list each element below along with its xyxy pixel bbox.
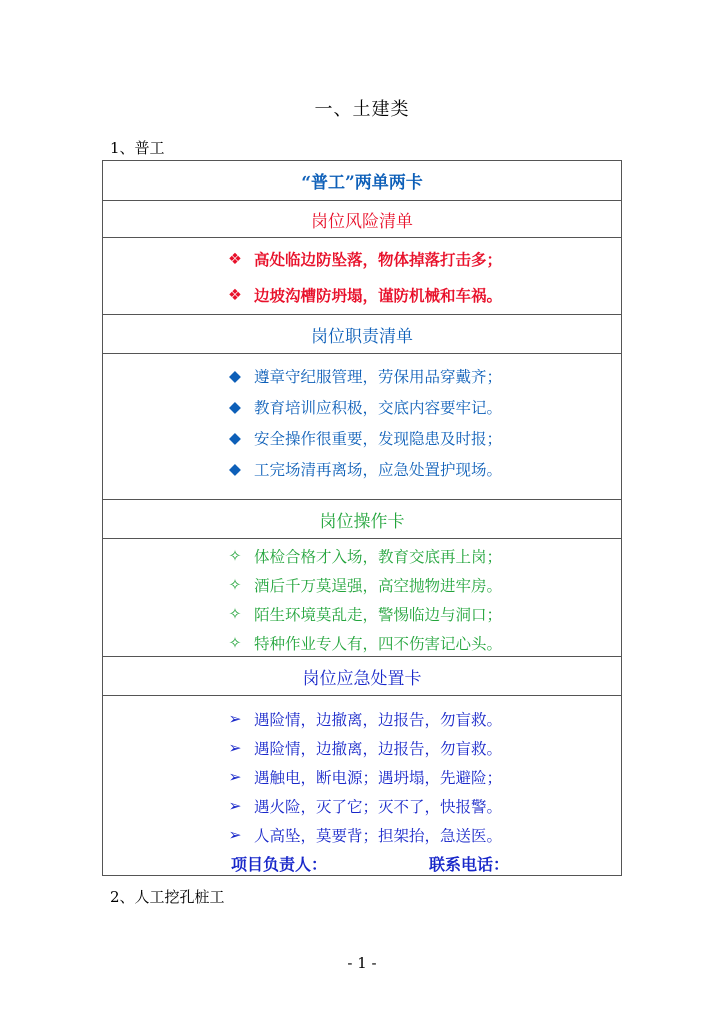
- duty-item-text: 工完场清再离场，应急处置护现场。: [253, 460, 502, 479]
- list-item: [103, 628, 621, 657]
- arrowhead-icon: ➢: [228, 796, 242, 815]
- list-item: [103, 762, 621, 791]
- filled-diamond-icon: ◆: [229, 459, 241, 478]
- operation-item-text: 陌生环境莫乱走，警惕临边与洞口；: [253, 605, 502, 624]
- emergency-card-header: 岗位应急处置卡: [103, 657, 621, 696]
- project-responsible-label: 项目负责人：: [231, 854, 328, 874]
- duty-list: [103, 354, 621, 500]
- list-item: [103, 453, 621, 484]
- page-number: - 1 -: [347, 954, 377, 972]
- operation-item-text: 体检合格才入场，教育交底再上岗；: [253, 547, 502, 566]
- section-heading-1: 1、普工: [110, 139, 165, 157]
- filled-diamond-icon: ◆: [229, 366, 241, 385]
- risk-list-header: 岗位风险清单: [103, 201, 621, 238]
- list-item: [103, 241, 621, 277]
- list-item: [103, 570, 621, 599]
- operation-card-header: 岗位操作卡: [103, 500, 621, 539]
- duty-list-header: 岗位职责清单: [103, 315, 621, 354]
- two-lists-two-cards-table: [102, 160, 622, 876]
- diamond-four-petal-icon: ❖: [228, 286, 242, 304]
- diamond-four-petal-icon: ❖: [228, 250, 242, 268]
- list-item: [103, 422, 621, 453]
- list-item: [103, 360, 621, 391]
- arrowhead-icon: ➢: [228, 767, 242, 786]
- operation-item-text: 特种作业专人有，四不伤害记心头。: [253, 634, 502, 653]
- page-title: 一、土建类: [314, 99, 410, 120]
- emergency-item-text: 遇火险，灭了它；灭不了，快报警。: [253, 797, 502, 816]
- operation-item-text: 酒后千万莫逞强，高空抛物进牢房。: [253, 576, 502, 595]
- outline-four-star-icon: ✧: [228, 604, 242, 623]
- arrowhead-icon: ➢: [228, 709, 242, 728]
- emergency-item-text: 人高坠，莫要背；担架抬，急送医。: [253, 826, 502, 845]
- operation-list: [103, 539, 621, 657]
- outline-four-star-icon: ✧: [228, 546, 242, 565]
- duty-item-text: 安全操作很重要，发现隐患及时报；: [253, 429, 502, 448]
- list-item: [103, 704, 621, 733]
- list-item: [103, 391, 621, 422]
- duty-item-text: 教育培训应积极，交底内容要牢记。: [253, 398, 502, 417]
- list-item: [103, 733, 621, 762]
- arrowhead-icon: ➢: [228, 738, 242, 757]
- emergency-list: [103, 696, 621, 876]
- risk-item-text: 高处临边防坠落，物体掉落打击多；: [253, 250, 502, 269]
- outline-four-star-icon: ✧: [228, 633, 242, 652]
- risk-item-text: 边坡沟槽防坍塌，谨防机械和车祸。: [253, 286, 502, 305]
- list-item: [103, 277, 621, 313]
- filled-diamond-icon: ◆: [229, 428, 241, 447]
- list-item: [103, 791, 621, 820]
- list-item: [103, 599, 621, 628]
- duty-item-text: 遵章守纪服管理，劳保用品穿戴齐；: [253, 367, 502, 386]
- emergency-item-text: 遇险情，边撤离，边报告，勿盲救。: [253, 739, 502, 758]
- emergency-item-text: 遇触电，断电源；遇坍塌，先避险；: [253, 768, 502, 787]
- emergency-item-text: 遇险情，边撤离，边报告，勿盲救。: [253, 710, 502, 729]
- risk-list: [103, 238, 621, 315]
- filled-diamond-icon: ◆: [229, 397, 241, 416]
- section-heading-2: 2、人工挖孔桩工: [110, 888, 225, 906]
- contact-line: [103, 849, 621, 877]
- outline-four-star-icon: ✧: [228, 575, 242, 594]
- card-title: “普工”两单两卡: [103, 161, 621, 201]
- arrowhead-icon: ➢: [228, 825, 242, 844]
- list-item: [103, 541, 621, 570]
- contact-phone-label: 联系电话：: [428, 854, 509, 874]
- list-item: [103, 820, 621, 849]
